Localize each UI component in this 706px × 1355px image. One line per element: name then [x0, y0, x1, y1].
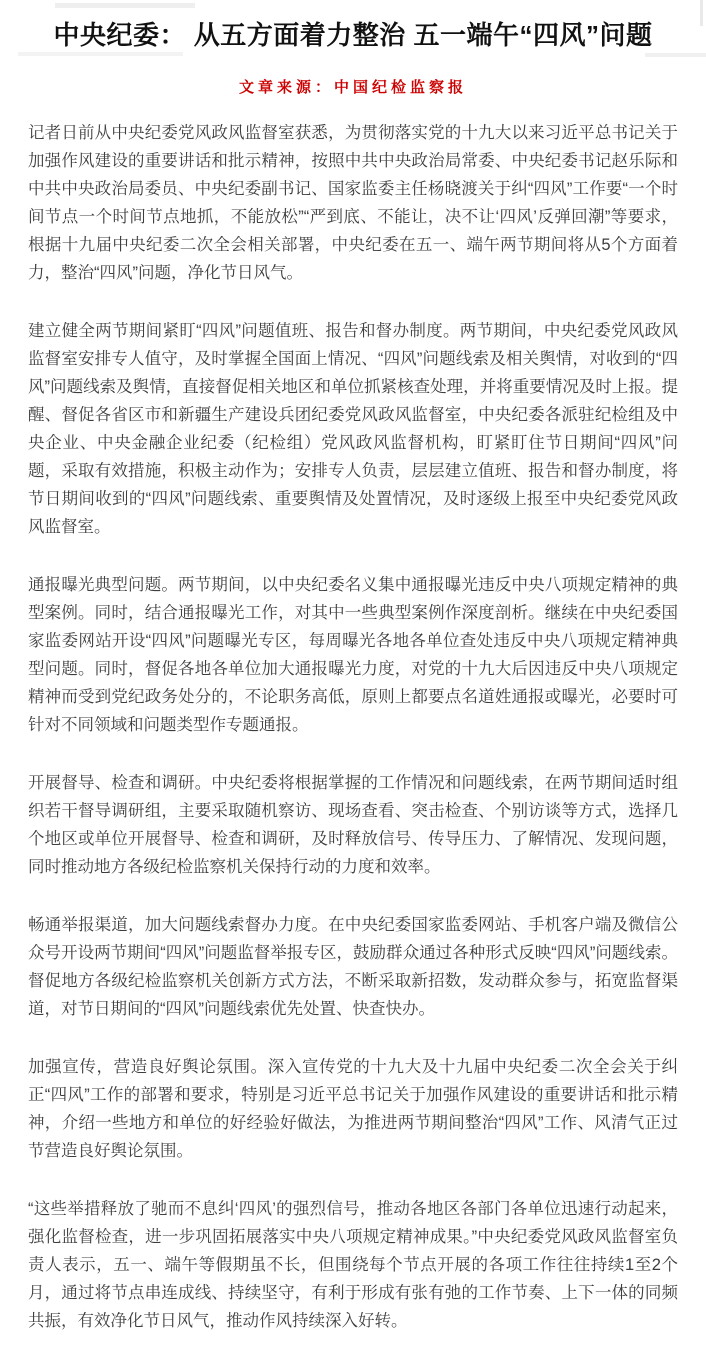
article-paragraph: 通报曝光典型问题。两节期间，以中央纪委名义集中通报曝光违反中央八项规定精神的典型案例。同时，结合通报曝光工作，对其中一些典型案例作深度剖析。继续在中央纪委国家监委网站开设“四风”问题曝光专区，每周曝光各地各单位查处违反中央八项规定精神典型问题。同时，督促各地各单位加大通报曝光力度，对党的十九大后因违反中央八项规定精神而受到党纪政务处分的，不论职务高低，原则上都要点名道姓通报或曝光，必要时可针对不同领域和问题类型作专题通报。	[28, 576, 678, 734]
article-source: 文章来源：中国纪检监察报	[238, 80, 467, 96]
scan-artifact	[55, 3, 195, 8]
article-paragraph: 畅通举报渠道，加大问题线索督办力度。在中央纪委国家监委网站、手机客户端及微信公众号开设两节期间“四风”问题监督举报专区，鼓励群众通过各种形式反映“四风”问题线索。督促地方各级纪检监察机关创新方式方法，不断采取新招数，发动群众参与，拓宽监督渠道，对节日期间的“四风”问题线索优先处置、快查快办。	[28, 916, 678, 1018]
article-paragraph: 记者日前从中央纪委党风政风监督室获悉，为贯彻落实党的十九大以来习近平总书记关于加强作风建设的重要讲话和批示精神，按照中共中央政治局常委、中央纪委书记赵乐际和中共中央政治局委员、中央纪委副书记、国家监委主任杨晓渡关于纠“四风”工作要“一个时间节点一个时间节点地抓，不能放松”“严到底、不能让，决不让‘四风’反弹回潮”等要求，根据十九届中央纪委二次全会相关部署，中央纪委在五一、端午两节期间将从5个方面着力，整治“四风”问题，净化节日风气。	[28, 124, 678, 282]
article-body	[28, 119, 678, 1335]
article-paragraph: “这些举措释放了驰而不息纠‘四风’的强烈信号，推动各地区各部门各单位迅速行动起来，强化监督检查，进一步巩固拓展落实中央八项规定精神成果。”中央纪委党风政风监督室负责人表示，五一、端午等假期虽不长，但围绕每个节点开展的各项工作往往持续1至2个月，通过将节点串连成线、持续坚守，有利于形成有张有弛的工作节奏、上下一体的同频共振，有效净化节日风气，推动作风持续深入好转。	[28, 1200, 678, 1330]
scan-artifact	[645, 53, 706, 57]
scan-artifact	[18, 52, 183, 56]
article-paragraph: 开展督导、检查和调研。中央纪委将根据掌握的工作情况和问题线索，在两节期间适时组织若干督导调研组，主要采取随机察访、现场查看、突击检查、个别访谈等方式，选择几个地区或单位开展督导、检查和调研，及时释放信号、传导压力、了解情况、发现问题，同时推动地方各级纪检监察机关保持行动的力度和效率。	[28, 774, 678, 876]
article-paragraph: 加强宣传，营造良好舆论氛围。深入宣传党的十九大及十九届中央纪委二次全会关于纠正“四风”工作的部署和要求，特别是习近平总书记关于加强作风建设的重要讲话和批示精神，介绍一些地方和单位的好经验好做法，为推进两节期间整治“四风”工作、风清气正过节营造良好舆论氛围。	[28, 1058, 678, 1160]
article-paragraph: 建立健全两节期间紧盯“四风”问题值班、报告和督办制度。两节期间，中央纪委党风政风监督室安排专人值守，及时掌握全国面上情况、“四风”问题线索及相关舆情，对收到的“四风”问题线索及舆情，直接督促相关地区和单位抓紧核查处理，并将重要情况及时上报。提醒、督促各省区市和新疆生产建设兵团纪委党风政风监督室，中央纪委各派驻纪检组及中央企业、中央金融企业纪委（纪检组）党风政风监督机构，盯紧盯住节日期间“四风”问题，采取有效措施，积极主动作为；安排专人负责，层层建立值班、报告和督办制度，将节日期间收到的“四风”问题线索、重要舆情及处置情况，及时逐级上报至中央纪委党风政风监督室。	[28, 322, 678, 536]
article-title: 中央纪委： 从五方面着力整治 五一端午“四风”问题	[53, 20, 653, 50]
scan-artifact	[700, 0, 703, 26]
